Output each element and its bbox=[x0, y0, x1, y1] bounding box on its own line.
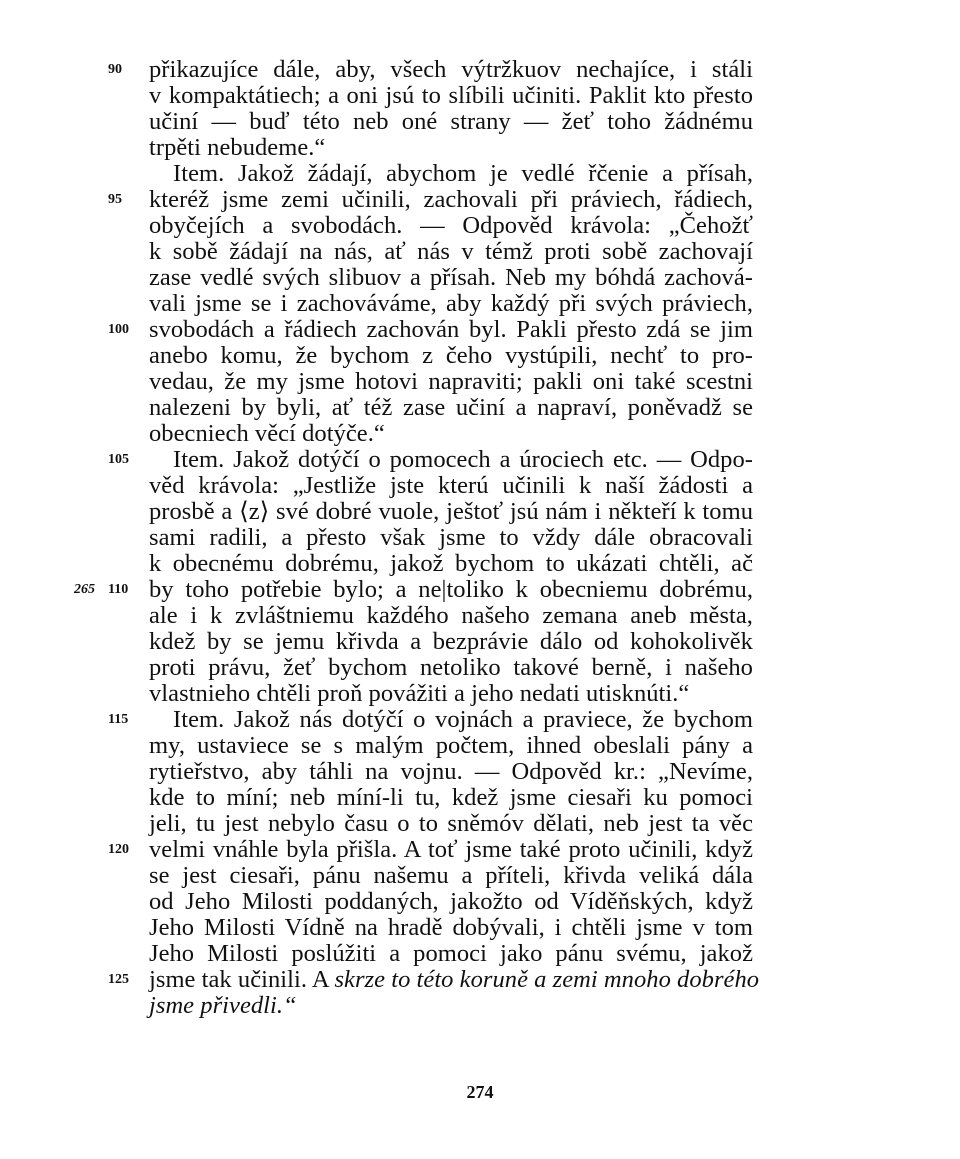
line-number: 105 bbox=[108, 452, 129, 467]
italic-text-segment: jsme přivedli.“ bbox=[149, 992, 297, 1019]
text-line-mixed bbox=[149, 966, 760, 993]
text-line: rytieřstvo, aby táhli na vojnu. — Odpověd kr.: „Nevíme, bbox=[149, 758, 753, 785]
line-number: 95 bbox=[108, 192, 122, 207]
line-number: 125 bbox=[108, 972, 129, 987]
text-line: od Jeho Milosti poddaných, jakožto od Víděňských, když bbox=[149, 888, 753, 915]
line-number: 115 bbox=[108, 712, 129, 727]
text-line-italic bbox=[149, 993, 753, 1019]
text-line: vlastnieho chtěli proň povážiti a jeho nedati utisknúti.“ bbox=[149, 680, 690, 707]
text-line: v kompaktátiech; a oni jsú to slíbili učiniti. Paklit kto přesto bbox=[149, 82, 753, 109]
text-line: Item. Jakož nás dotýčí o vojnách a praviece, že bychom bbox=[173, 706, 753, 733]
text-line: Jeho Milosti poslúžiti a pomoci jako pánu svému, jakož bbox=[149, 940, 753, 967]
line-number: 100 bbox=[108, 322, 129, 337]
text-line: se jest ciesaři, pánu našemu a příteli, křivda veliká dála bbox=[149, 862, 753, 889]
text-line: Jeho Milosti Vídně na hradě dobývali, i chtěli jsme v tom bbox=[149, 914, 753, 941]
text-line: kteréž jsme zemi učinili, zachovali při práviech, řádiech, bbox=[149, 186, 753, 213]
text-line: Item. Jakož žádají, abychom je vedlé řčenie a přísah, bbox=[173, 160, 753, 187]
text-line: Item. Jakož dotýčí o pomocech a úrociech etc. — Odpo- bbox=[173, 446, 753, 473]
text-line: k sobě žádají na nás, ať nás v témž proti sobě zachovají bbox=[149, 238, 753, 265]
text-segment: jsme tak učinili. A bbox=[149, 966, 329, 993]
italic-text-segment: skrze to této koruně a zemi mnoho dobrého bbox=[334, 966, 760, 993]
text-line: obyčejích a svobodách. — Odpověd krávola: „Čehožť bbox=[149, 212, 753, 239]
text-line: sami radili, a přesto však jsme to vždy dále obracovali bbox=[149, 524, 753, 551]
text-line: k obecnému dobrému, jakož bychom to ukázati chtěli, ač bbox=[149, 550, 753, 577]
text-line: svobodách a řádiech zachován byl. Pakli přesto zdá se jim bbox=[149, 316, 753, 343]
line-number: 110 bbox=[108, 582, 129, 597]
text-line: prosbě a ⟨z⟩ své dobré vuole, ještoť jsú nám i někteří k tomu bbox=[149, 498, 753, 525]
text-line: vedau, že my jsme hotovi napraviti; pakli oni také scestni bbox=[149, 368, 753, 395]
text-line: by toho potřebie bylo; a ne|toliko k obecniemu dobrému, bbox=[149, 576, 753, 603]
text-line: my, ustaviece se s malým počtem, ihned obeslali pány a bbox=[149, 732, 753, 759]
text-line: vali jsme se i zachováváme, aby každý při svých práviech, bbox=[149, 290, 753, 317]
text-line: nalezeni by byli, ať též zase učiní a napraví, poněvadž se bbox=[149, 394, 753, 421]
text-line: přikazujíce dále, aby, všech výtržkuov nechajíce, i stáli bbox=[149, 56, 753, 83]
text-line: ale i k zvláštniemu každého našeho zemana aneb města, bbox=[149, 602, 753, 629]
text-line: anebo komu, že bychom z čeho vystúpili, nechť to pro- bbox=[149, 342, 753, 369]
text-line: trpěti nebudeme.“ bbox=[149, 134, 326, 161]
line-number: 120 bbox=[108, 842, 129, 857]
line-number: 90 bbox=[108, 62, 122, 77]
text-line: jeli, tu jest nebylo času o to sněmóv dělati, neb jest ta věc bbox=[149, 810, 753, 837]
text-line: kdež by se jemu křivda a bezprávie dálo od kohokolivěk bbox=[149, 628, 753, 655]
text-line: obecniech věcí dotýče.“ bbox=[149, 420, 385, 447]
margin-page-reference: 265 bbox=[74, 582, 95, 597]
text-line: věd krávola: „Jestliže jste kterú učinili k naší žádosti a bbox=[149, 472, 753, 499]
text-line: proti právu, žeť bychom netoliko takové berně, i našeho bbox=[149, 654, 753, 681]
page-number: 274 bbox=[466, 1082, 494, 1102]
text-line: kde to míní; neb míní-li tu, kdež jsme ciesaři ku pomoci bbox=[149, 784, 753, 811]
text-line: zase vedlé svých slibuov a přísah. Neb my bóhdá zachová- bbox=[149, 264, 753, 291]
text-line: učiní — buď této neb oné strany — žeť toho žádnému bbox=[149, 108, 753, 135]
text-line: velmi vnáhle byla přišla. A toť jsme také proto učinili, když bbox=[149, 836, 753, 863]
